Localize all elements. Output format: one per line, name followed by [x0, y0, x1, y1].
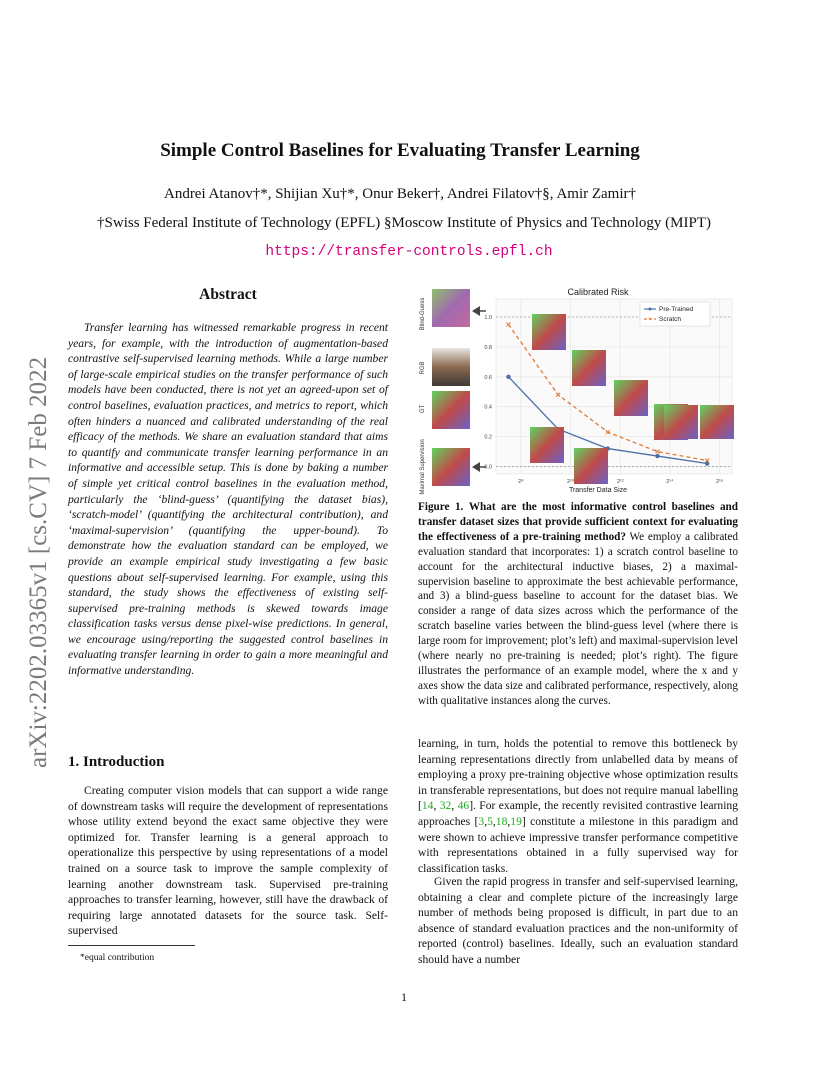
figure-caption — [418, 500, 738, 709]
citation-link[interactable]: 19 — [510, 814, 522, 828]
page-number: 1 — [401, 990, 407, 1004]
affiliations: †Swiss Federal Institute of Technology (EPFL) §Moscow Institute of Physics and Technology (MIPT) — [97, 215, 711, 231]
x-tick-label: 2¹⁶ — [716, 479, 724, 485]
citation-link[interactable]: 46 — [457, 799, 470, 813]
text-span: learning, in turn, holds the potential to remove this bottleneck by learning representations directly from unlabelled data by means of employing a proxy pre-training objective whose optimization results in transferable representations, but does not require manual labelling [ — [418, 737, 738, 813]
caption-label: Figure 1. — [418, 501, 464, 513]
introduction-heading: 1. Introduction — [68, 754, 165, 770]
figure-1 — [414, 284, 746, 496]
qualitative-instance — [700, 405, 734, 439]
citation-link[interactable]: 3 — [478, 814, 485, 828]
caption-question: What are the most informative control baselines and transfer dataset sizes that provide sufficient context for evaluating the effectiveness of a pre-training method? — [418, 501, 738, 543]
x-tick-label: 2¹⁰ — [566, 479, 575, 485]
qualitative-instance — [574, 448, 608, 484]
introduction-text: Creating computer vision models that can support a wide range of downstream tasks will require the development of representations whose utility extend beyond the exact same objective they were optimized for. Transfer learning is a general approach to operationalize this perspective by using representations of a model trained on a source task to improve the sample complexity of learning another downstream task. Supervised pre-training approaches to transfer learning, however, still have the drawback of requiring large annotated datasets for the source task. Self-supervised — [68, 784, 388, 938]
qualitative-instance — [572, 350, 606, 386]
maximal-supervision-thumbnail — [432, 448, 470, 486]
citation-link[interactable]: 14 — [421, 799, 434, 813]
legend-scratch: Scratch — [659, 316, 682, 323]
qualitative-instance — [614, 380, 648, 416]
footnote: *equal contribution — [80, 953, 155, 963]
data-point-pre-trained — [506, 375, 510, 379]
row-label-rgb: RGB — [420, 361, 426, 375]
x-tick-label: 2¹² — [616, 479, 624, 485]
x-tick-label: 2¹⁴ — [666, 479, 674, 485]
ground-truth-thumbnail — [432, 391, 470, 429]
caption-body: We employ a calibrated evaluation standard that incorporates: 1) a scratch control baseline to account for the architectural inductive biases, 2) a maximal-supervision baseline to approximate the best achievable performance, and 3) a blind-guess baseline to account for the dataset bias. We consider a range of data sizes across which the performance of the scratch baseline varies between the blind-guess level (where there is large room for improvement; plot’s left) and maximal-supervision level (where nearly no pre-training is needed; plot’s right). The figure illustrates the performance of an example model, where the x and y axes show the data size and calibrated performance, respectively, along with qualitative instances along the curves. — [418, 530, 738, 707]
y-tick-label: 0.0 — [484, 464, 492, 471]
blind-guess-thumbnail — [432, 289, 470, 327]
x-axis-label: Transfer Data Size — [568, 487, 628, 494]
right-column-paragraph-1: learning, in turn, holds the potential to remove this bottleneck by learning representations directly from unlabelled data by means of employing a proxy pre-training objective whose optimization results in transferable representations, but does not require manual labelling [14, 32, 46]. For example, the recently revisited contrastive learning approaches [3,5,18,19] constitute a milestone in this paradigm and were shown to achieve impressive transfer performance competitive with representations obtained in a fully supervised way for classification tasks. — [418, 737, 739, 875]
author-list: Andrei Atanov†*, Shijian Xu†*, Onur Beker†, Andrei Filatov†§, Amir Zamir† — [163, 186, 637, 202]
citation-link[interactable]: 5 — [487, 814, 493, 828]
abstract-text: Transfer learning has witnessed remarkable progress in recent years, for example, with the introduction of augmentation-based contrastive self-supervised learning methods. While a large number of large-scale empirical studies on the transfer performance of such models have been conducted, there is not yet an agreed-upon set of control baselines, evaluation practices, and metrics to report, which often hinders a nuanced and calibrated understanding of the real efficacy of the methods. We share an evaluation standard that aims to quantify and communicate transfer learning performance in an informative and accessible setup. This is done by baking a number of simple yet critical control baselines in the evaluation method, particularly the ‘blind-guess’ (quantifying the dataset bias), ‘scratch-model’ (quantifying the architectural contribution), and ‘maximal-supervision’ (quantifying the upper-bound). To demonstrate how the evaluation standard can be employed, we provide an example empirical study investigating a few basic questions about self-supervised learning. For example, using this standard, the study shows the effectiveness of existing self-supervised pre-training methods is skewed towards image classification tasks versus dense pixel-wise predictions. In general, we encourage using/reporting the suggested control baselines in evaluating transfer learning in order to gain a more meaningful and informative understanding. — [68, 321, 388, 678]
qualitative-instance — [664, 405, 698, 439]
arxiv-identifier: arXiv:2202.03365v1 [cs.CV] 7 Feb 2022 — [25, 356, 52, 768]
footnote-rule — [68, 945, 195, 946]
y-tick-label: 0.2 — [484, 434, 492, 441]
y-tick-label: 0.6 — [484, 374, 492, 381]
citation-link[interactable]: 32 — [439, 799, 452, 813]
calibrated-risk-chart — [414, 284, 746, 496]
maximal-supervision-pointer-icon — [472, 462, 480, 472]
project-url-link[interactable]: https://transfer-controls.epfl.ch — [265, 244, 553, 260]
blind-guess-pointer-icon — [472, 306, 480, 316]
y-tick-label: 1.0 — [484, 314, 492, 321]
arxiv-sidebar — [10, 300, 60, 770]
legend-pre-trained: Pre-Trained — [659, 306, 694, 313]
text-span: ]. For example, the recently revisited contrastive learning approaches [ — [418, 799, 739, 828]
chart-title: Calibrated Risk — [567, 287, 629, 297]
chart-legend — [640, 302, 710, 326]
qualitative-instance — [532, 314, 566, 350]
qualitative-instance — [530, 427, 564, 463]
row-label-maximal-supervision: Maximal Supervision — [420, 439, 426, 495]
citation-link[interactable]: 18 — [495, 814, 508, 828]
y-tick-label: 0.8 — [484, 344, 492, 351]
text-span: ] constitute a milestone in this paradigm and were shown to achieve impressive transfer performance competitive with representations obtained in a fully supervised way for classification tasks. — [418, 814, 738, 875]
abstract-heading: Abstract — [199, 286, 257, 303]
data-point-pre-trained — [655, 454, 659, 458]
paper-title: Simple Control Baselines for Evaluating Transfer Learning — [160, 140, 640, 161]
rgb-input-thumbnail — [432, 348, 470, 386]
x-tick-label: 2⁸ — [518, 479, 524, 485]
y-tick-label: 0.4 — [484, 404, 492, 411]
row-label-blind-guess: Blind-Guess — [420, 297, 426, 331]
right-column-paragraph-2: Given the rapid progress in transfer and self-supervised learning, obtaining a clear and complete picture of the increasingly large number of methods being proposed is difficult, in part due to an absence of standard evaluation practices and the non-uniformity of reported (control) baselines. Ideally, such an evaluation standard should have a number — [418, 875, 738, 966]
row-label-gt: GT — [420, 404, 426, 414]
svg-text:×: × — [648, 317, 652, 323]
